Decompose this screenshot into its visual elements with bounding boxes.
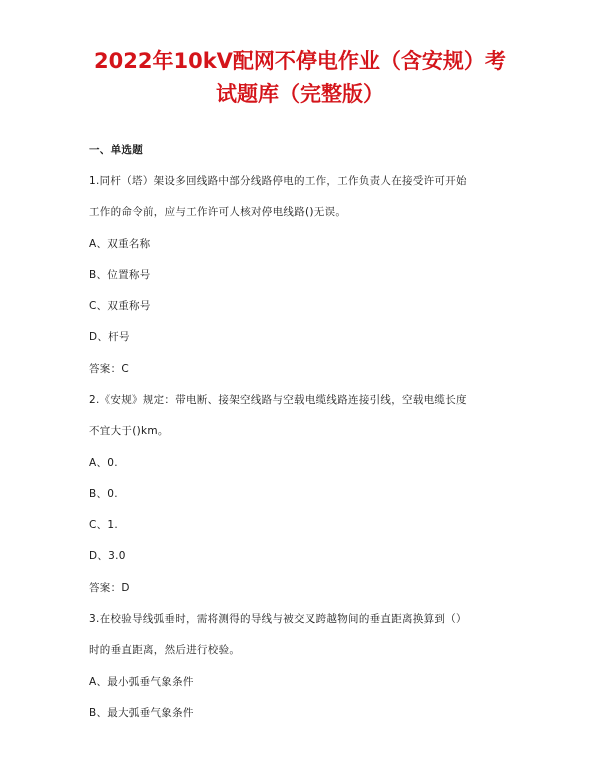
question-2-option-b: B、0. xyxy=(89,488,118,500)
question-1-stem-line1: 1.同杆（塔）架设多回线路中部分线路停电的工作，工作负责人在接受许可开始 xyxy=(89,175,467,187)
question-1-option-d: D、杆号 xyxy=(89,331,130,343)
question-1-option-b: B、位置称号 xyxy=(89,269,151,281)
question-2-answer: 答案：D xyxy=(89,582,130,594)
question-2-stem-line2: 不宜大于()km。 xyxy=(89,425,169,437)
document-title-line2: 试题库（完整版） xyxy=(216,82,384,106)
question-1-stem-line2: 工作的命令前，应与工作许可人核对停电线路()无误。 xyxy=(89,206,347,218)
document-title-line1: 2022年10kV配网不停电作业（含安规）考 xyxy=(94,49,506,73)
question-1-answer: 答案：C xyxy=(89,363,130,375)
question-3-stem-line2: 时的垂直距离，然后进行校验。 xyxy=(89,644,241,656)
question-2-stem-line1: 2.《安规》规定：带电断、接架空线路与空载电缆线路连接引线，空载电缆长度 xyxy=(89,394,467,406)
question-1-option-a: A、双重名称 xyxy=(89,238,151,250)
question-2-option-c: C、1. xyxy=(89,519,119,531)
question-3-option-a: A、最小弧垂气象条件 xyxy=(89,676,194,688)
section-heading: 一、单选题 xyxy=(89,144,143,156)
question-2-option-d: D、3.0 xyxy=(89,550,126,562)
question-1-option-c: C、双重称号 xyxy=(89,300,151,312)
question-3-stem-line1: 3.在校验导线弧垂时，需将测得的导线与被交叉跨越物间的垂直距离换算到（） xyxy=(89,613,467,625)
question-3-option-b: B、最大弧垂气象条件 xyxy=(89,707,194,719)
question-2-option-a: A、0. xyxy=(89,457,118,469)
